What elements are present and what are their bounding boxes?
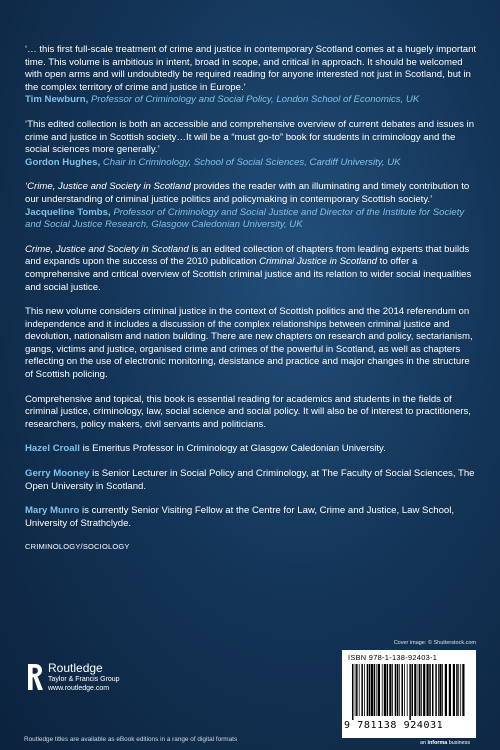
barcode-bar [395,664,397,716]
barcode-bar [367,664,369,716]
barcode-bar [435,664,437,716]
barcode-bar [389,664,391,716]
endorsement-quote [25,181,477,231]
description-paragraph: This new volume considers criminal justice in the context of Scottish politics and the 2014 referendum on independence and it includes a discussion of the complex relationships between criminal justice and devolution, nationalism and nation building. There are new chapters on research and policy, sectarianism, gangs, victims and justice, organised crime and crimes of the powerful in Scotland, as well as chapters reflecting on the use of electronic monitoring, desistance and practice and major changes in the structure of Scottish policing. [25,306,473,381]
barcode-bar [419,664,421,716]
description-paragraph [25,244,477,294]
description-paragraph: Comprehensive and topical, this book is essential reading for academics and students in the fields of criminal justice, criminology, law, social science and social policy. It will also be of interest to practitioners, researchers, policy makers, civil servants and politicians. [25,393,471,430]
quote-attribution [25,94,477,107]
barcode-bar [438,664,439,716]
barcode-bar [356,664,358,716]
barcode-bar [432,664,434,716]
barcode-bar [392,664,393,716]
barcode-bar [397,664,399,716]
publisher-group: Taylor & Francis Group [48,676,120,683]
quote-text [25,181,477,206]
publisher-name: Routledge [48,661,103,675]
editor-bio [25,443,477,456]
barcode-bar [376,664,377,716]
publisher-logo [24,662,120,693]
quote-author-role: Professor of Criminology and Social Policy, London School of Economics, UK [90,94,420,106]
barcode-bar [458,664,459,716]
barcode-bar [418,664,419,716]
barcode-bar [456,664,458,716]
quote-attribution [25,207,477,232]
barcode-bar [409,664,411,720]
barcode-bar [462,664,464,716]
barcode-bar [384,664,386,716]
barcode-bar [387,664,389,716]
informa-prefix: an [420,740,428,746]
quote-author-role: Chair in Criminology, School of Social Sciences, Cardiff University, UK [102,156,401,168]
quote-text-rest: provides the reader with an illuminating and timely contribution to our understanding of criminal justice politics and policymaking in contemporary Scottish society.’ [25,181,470,205]
quote-author: Gordon Hughes, [25,156,101,168]
endorsement-quote [25,119,477,169]
quote-author: Tim Newburn, [25,94,89,106]
editor-bio-text: is Senior Lecturer in Social Policy and Criminology, at The Faculty of Social Sciences, The Open University in Scotland. [25,468,475,492]
quote-author: Jacqueline Tombs, [25,206,111,218]
barcode-bar [378,664,380,716]
cover-footer [0,640,500,750]
isbn-barcode [342,650,476,738]
barcode-bar [402,664,404,716]
endorsement-quote [25,44,477,107]
editor-name: Hazel Croall [25,443,80,455]
barcode-bar [371,664,373,716]
quote-author-role: Professor of Criminology and Social Justice and Director of the Institute for Society and Social Justice Research, Glasgow Caledonian University, UK [25,206,465,231]
barcode-bar [412,664,414,716]
publisher-name-block [48,662,120,693]
barcode-bar [359,664,360,716]
barcode-bar [352,664,354,720]
barcode-bar [439,664,441,716]
quote-attribution [25,157,477,170]
barcode-bar [429,664,431,716]
editor-name: Mary Munro [25,505,80,517]
informa-brand: informa [427,740,448,746]
barcode-bar [364,664,365,716]
barcode-number: 9 781138 924031 [344,720,444,731]
barcode-bar [442,664,443,716]
routledge-logo-icon [24,662,44,692]
barcode-bar [355,664,356,716]
barcode-bar [382,664,383,716]
barcode-bar [460,664,461,716]
barcode-bar [445,664,447,716]
barcode-bar [404,664,405,716]
book-title: Crime, Justice and Society in Scotland [25,243,189,255]
barcode-bar [414,664,416,716]
description-text: is an edited collection of chapters from leading experts that builds and expands upon the success of the 2010 publication [25,243,470,268]
barcode-bar [374,664,376,716]
barcode-bar [423,664,425,716]
description-text: to offer a comprehensive and critical overview of Scottish criminal justice and its relation to wider social inequalities and social justice. [25,256,472,293]
quote-text: ‘… this first full-scale treatment of crime and justice in contemporary Scotland comes at a hugely important time. This volume is ambitious in intent, broad in scope, and critical in approach. It should be welcomed with open arms and will undoubtedly be required reading for anyone interested not just in Scotland, but in the complex territory of crime and justice in Europe.’ [25,44,477,93]
editor-name: Gerry Mooney [25,468,90,480]
barcode-bar [407,664,408,716]
barcode-bar [361,664,363,716]
editor-bio-text: is currently Senior Visiting Fellow at the Centre for Law, Crime and Justice, Law School, University of Strathclyde. [25,505,455,529]
publisher-url: www.routledge.com [48,685,110,692]
informa-business [420,740,470,746]
previous-book-title: Criminal Justice in Scotland [259,256,377,268]
barcode-bar [449,664,451,716]
quote-text: ‘This edited collection is both an accessible and comprehensive overview of current debates and issues in crime and justice in Scottish society…It will be a “must go-to” book for students in criminology and the social sciences more generally.’ [25,118,475,156]
isbn-label: ISBN 978-1-138-92403-1 [348,653,438,662]
barcode-bar [399,664,400,716]
editor-bio [25,468,477,493]
informa-suffix: business [447,740,471,746]
barcode-bar [421,664,422,716]
barcode-bar [369,664,371,716]
back-cover-text [25,44,477,551]
editor-bio [25,505,477,530]
cover-image-credit: Cover image: © Shutterstock.com [393,640,476,646]
barcode-bar [427,664,429,716]
ebook-note: Routledge titles are available as eBook editions in a range of digital formats [24,736,238,743]
barcode-bar [453,664,455,716]
barcode-bars [348,664,470,720]
editor-bio-text: is Emeritus Professor in Criminology at Glasgow Caledonian University. [79,443,386,455]
subject-category: CRIMINOLOGY/SOCIOLOGY [25,542,130,552]
quote-book-title: ‘Crime, Justice and Society in Scotland [25,181,191,193]
